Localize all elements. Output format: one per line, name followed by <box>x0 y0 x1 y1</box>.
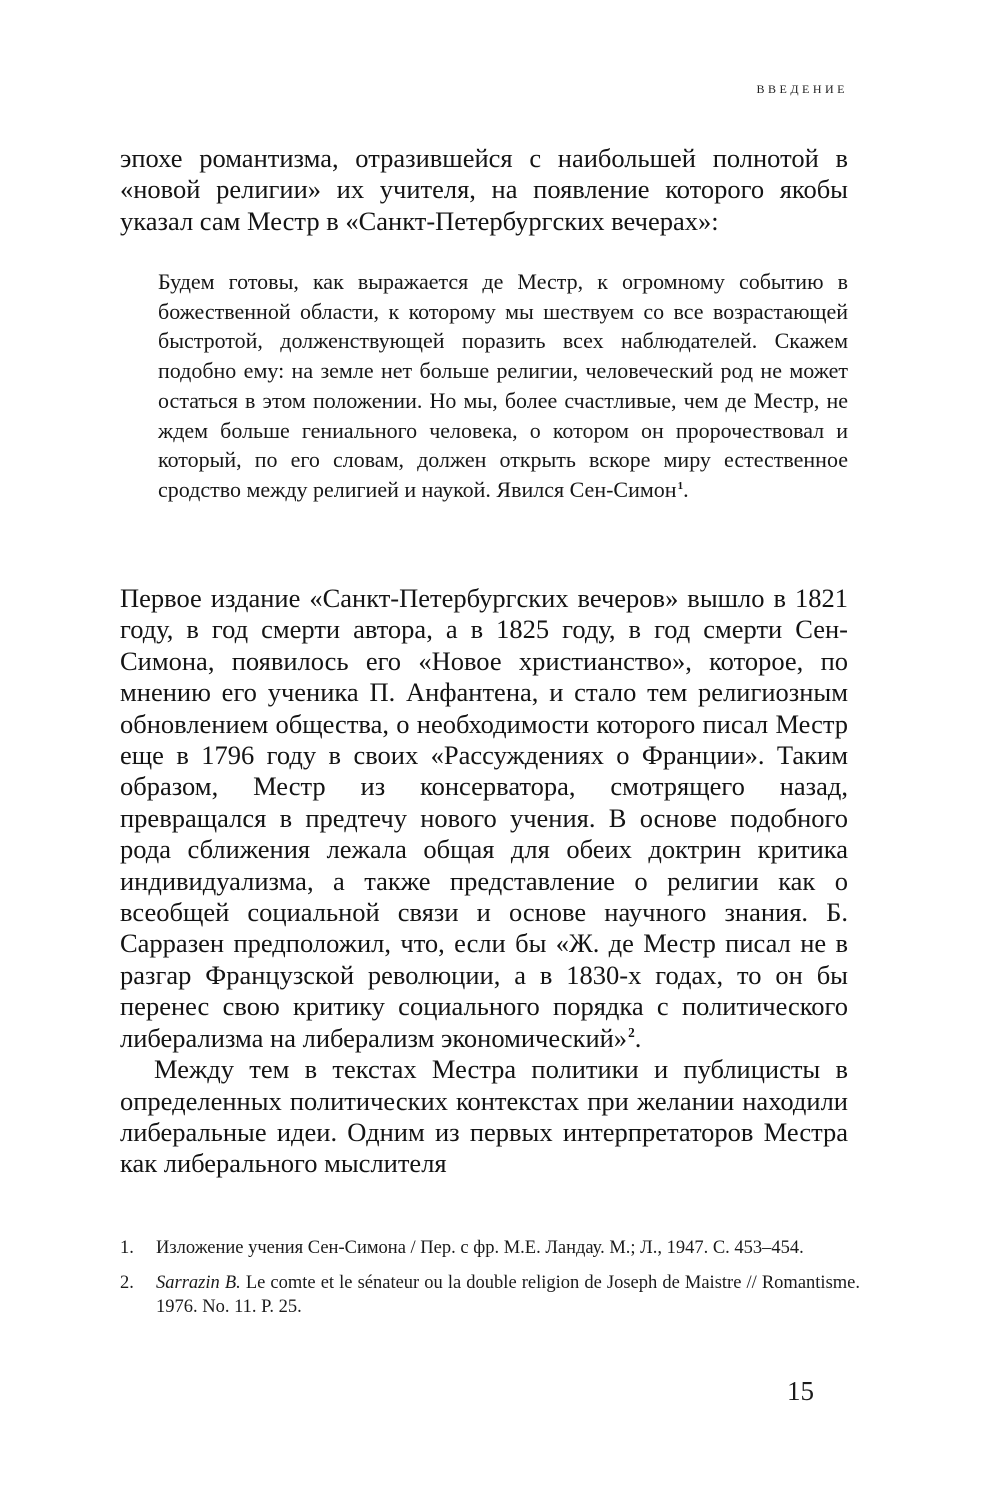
blockquote-end: . <box>683 476 689 502</box>
page-number: 15 <box>787 1376 814 1406</box>
paragraph-1 <box>120 143 848 237</box>
footnote-ref-1[interactable]: 1 <box>677 479 684 492</box>
footnote-1 <box>120 1236 860 1260</box>
footnotes <box>120 1236 860 1330</box>
footnote-ref-2[interactable]: 2 <box>628 1024 635 1040</box>
footnote-citation: Le comte et le sénateur ou la double religion de Joseph de Maistre // Romantisme. 1976. No. 11. P. 25. <box>156 1273 860 1317</box>
footnote-number: 1. <box>120 1238 134 1258</box>
paragraph-2 <box>120 583 848 1054</box>
footnote-2 <box>120 1271 860 1319</box>
paragraph-2-text: Первое издание «Санкт-Петербургских вечеров» вышло в 1821 году, в год смерти автора, а в 1825 году, в год смерти Сен-Симона, появилось его «Новое христианство», которое, по мнению его ученика П. Анфантена, и стало тем религиозным обновлением общества, о необходимости которого писал Местр еще в 1796 году в своих «Рассуждениях о Франции». Таким образом, Местр из консерватора, смотрящего назад, превращался в предтечу нового учения. В основе подобного рода сближения лежала общая для обеих доктрин критика индивидуализма, а также представление о религии как о всеобщей социальной связи и основе научного знания. Б. Сарразен предположил, что, если бы «Ж. де Местр писал не в разгар Французской революции, а в 1830-х годах, то он бы перенес свою критику социального порядка с политического либерализма на либерализм экономический» <box>120 583 848 1053</box>
footnote-author: Sarrazin B. <box>156 1273 241 1293</box>
main-text <box>120 583 848 1180</box>
paragraph-1-text: эпохе романтизма, отразившейся с наибольшей полнотой в «новой религии» их учителя, на появление которого якобы указал сам Местр в «Санкт-Петербургских вечерах»: <box>120 143 848 236</box>
blockquote-text: Будем готовы, как выражается де Местр, к огромному событию в божественной области, к которому мы шествуем со все возрастающей быстротой, долженствующей поразить всех наблюдателей. Скажем подобно ему: на земле нет больше религии, человеческий род не может остаться в этом положении. Но мы, более счастливые, чем де Местр, не ждем больше гениального человека, о котором он пророчествовал и который, по его словам, должен открыть вскоре миру естественное сродство между религией и наукой. Явился Сен-Симон <box>158 269 848 502</box>
running-head: ВВЕДЕНИЕ <box>756 82 848 96</box>
footnote-text <box>156 1271 860 1319</box>
paragraph-2-end: . <box>634 1022 642 1053</box>
footnote-text: Изложение учения Сен-Симона / Пер. с фр. М.Е. Ландау. М.; Л., 1947. С. 453–454. <box>156 1238 804 1258</box>
blockquote <box>158 267 848 505</box>
footnote-number: 2. <box>120 1273 134 1293</box>
paragraph-3: Между тем в текстах Местра политики и публицисты в определенных политических контекстах при желании находили либеральные идеи. Одним из первых интерпретаторов Местра как либерального мыслителя <box>120 1054 848 1179</box>
